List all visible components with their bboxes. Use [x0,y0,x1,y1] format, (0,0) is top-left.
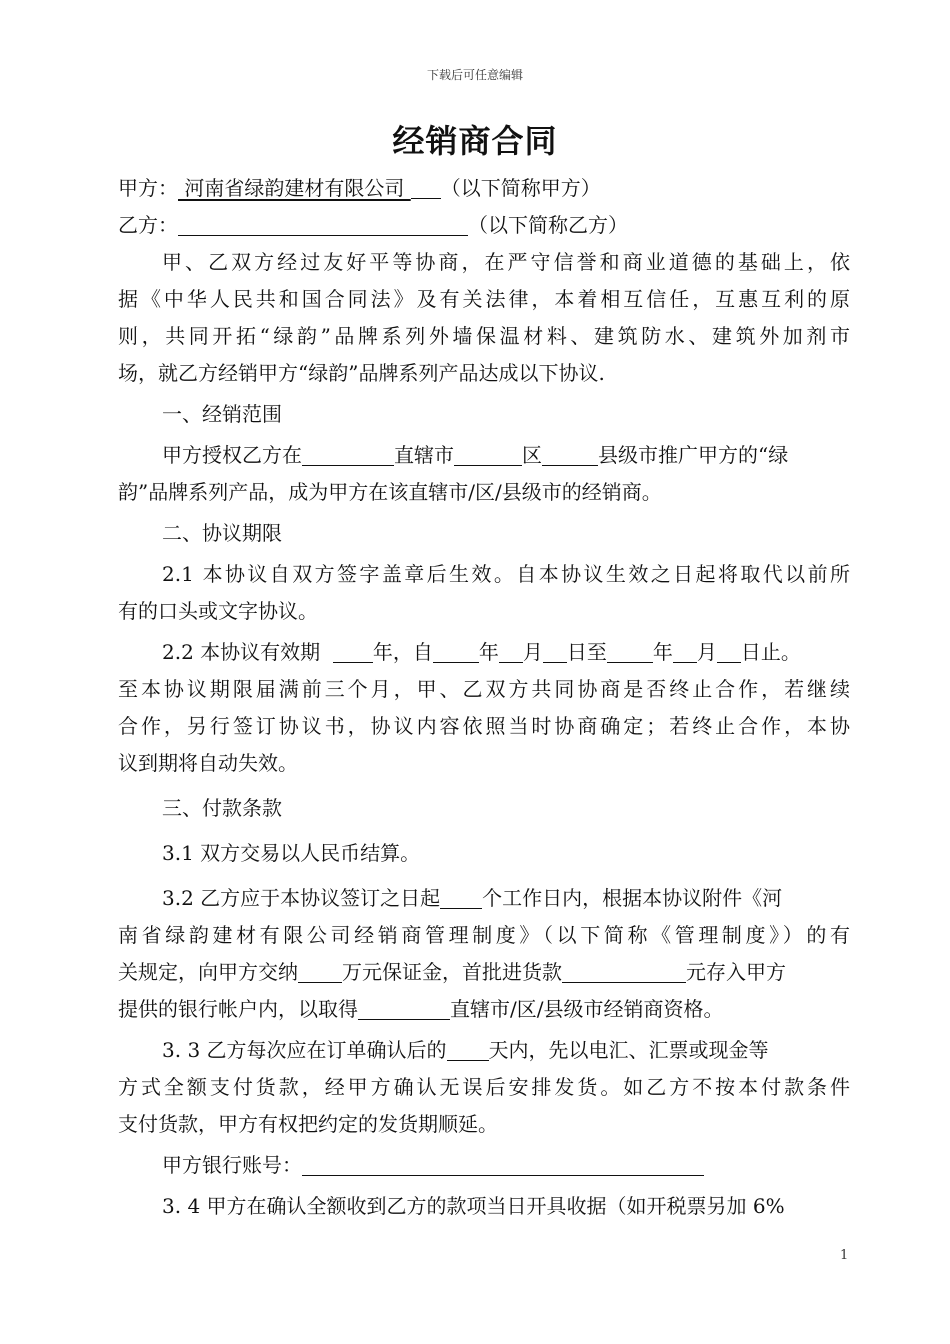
text: 日止。 [740,640,801,664]
text: 万元保证金，首批进货款 [342,960,562,984]
party-b-label: 乙方： [118,213,178,237]
text: 年 [478,640,499,664]
p22-line-4: 议到期将自动失效。 [118,751,298,775]
party-a-label: 甲方： [118,176,178,200]
text: 3.2 乙方应于本协议签订之日起 [162,886,441,910]
blank-start-day [543,638,567,663]
party-b-line [118,207,850,244]
party-a-blank [411,174,441,199]
party-b-blank [178,211,468,236]
page-number: 1 [840,1248,849,1263]
p32-line-2: 南省绿韵建材有限公司经销商管理制度》（以下简称《管理制度》）的有 [118,923,850,947]
text: 年 [652,640,673,664]
intro-line-4: 场，就乙方经销甲方“绿韵”品牌系列产品达成以下协议. [118,361,605,385]
contract-body [118,170,850,1225]
text: 3. 3 乙方每次应在订单确认后的 [162,1038,447,1062]
text: 日至 [566,640,607,664]
section2-heading: 二、协议期限 [162,521,282,545]
text: 元存入甲方 [686,960,786,984]
blank-start-year [433,638,479,663]
text: 提供的银行帐户内，以取得 [118,997,358,1021]
section1-line-1 [118,437,850,474]
blank-region [358,995,450,1020]
text: 县级市推广甲方的“绿 [598,443,789,467]
blank-deposit [298,958,342,983]
bank-account-label: 甲方银行账号： [162,1153,302,1177]
party-a-name: 河南省绿韵建材有限公司 [178,176,411,200]
p21-line-2: 有的口头或文字协议。 [118,599,318,623]
party-a-suffix: （以下简称甲方） [440,176,601,200]
bank-account-line [118,1147,850,1184]
text: 直辖市/区/县级市经销商资格。 [450,997,724,1021]
p33-line-2: 方式全额支付货款，经甲方确认无误后安排发货。如乙方不按本付款条件 [118,1075,850,1099]
p21-line-1: 2.1 本协议自双方签字盖章后生效。自本协议生效之日起将取代以前所 [162,562,850,586]
blank-district [454,441,522,466]
blank-days [447,1036,489,1061]
blank-end-year [607,638,653,663]
blank-workdays [440,884,482,909]
p33-line-1 [118,1032,850,1069]
blank-end-day [717,638,741,663]
p22-line-1 [118,634,850,671]
party-b-suffix: （以下简称乙方） [468,213,628,237]
blank-county [542,441,598,466]
text: 月 [522,640,543,664]
text: 甲方授权乙方在 [162,443,302,467]
text: 区 [522,443,542,467]
p22-line-3: 合作，另行签订协议书，协议内容依照当时协商确定；若终止合作，本协 [118,714,850,738]
intro-line-1: 甲、乙双方经过友好平等协商，在严守信誉和商业道德的基础上，依 [162,250,850,274]
text: 月 [696,640,717,664]
p33-line-3: 支付货款，甲方有权把约定的发货期顺延。 [118,1112,498,1136]
section3-heading: 三、付款条款 [162,796,282,820]
p32-line-3 [118,954,850,991]
intro-line-2: 据《中华人民共和国合同法》及有关法律，本着相互信任，互惠互利的原 [118,287,850,311]
p32-line-1 [118,880,850,917]
header-note: 下载后可任意编辑 [426,68,523,82]
text: 直辖市 [394,443,454,467]
p31: 3.1 双方交易以人民币结算。 [162,841,421,865]
section1-line-2: 韵”品牌系列产品，成为甲方在该直辖市/区/县级市的经销商。 [118,480,662,504]
p22-line-2: 至本协议期限届满前三个月，甲、乙双方共同协商是否终止合作，若继续 [118,677,850,701]
blank-end-month [673,638,697,663]
text: 年，自 [372,640,433,664]
blank-start-month [499,638,523,663]
text: 个工作日内，根据本协议附件《河 [482,886,783,910]
blank-city [302,441,394,466]
section1-heading: 一、经销范围 [162,402,282,426]
document-title: 经销商合同 [392,122,558,160]
text: 2.2 本协议有效期 [162,640,321,664]
blank-bank-account [302,1151,704,1176]
p32-line-4 [118,991,850,1028]
p34-line-1: 3. 4 甲方在确认全额收到乙方的款项当日开具收据（如开税票另加 6% [162,1194,785,1218]
intro-line-3: 则，共同开拓“绿韵”品牌系列外墙保温材料、建筑防水、建筑外加剂市 [118,324,850,348]
party-a-line [118,170,850,207]
blank-first-payment [562,958,686,983]
text: 关规定，向甲方交纳 [118,960,298,984]
blank-years [333,638,373,663]
text: 天内，先以电汇、汇票或现金等 [488,1038,769,1062]
